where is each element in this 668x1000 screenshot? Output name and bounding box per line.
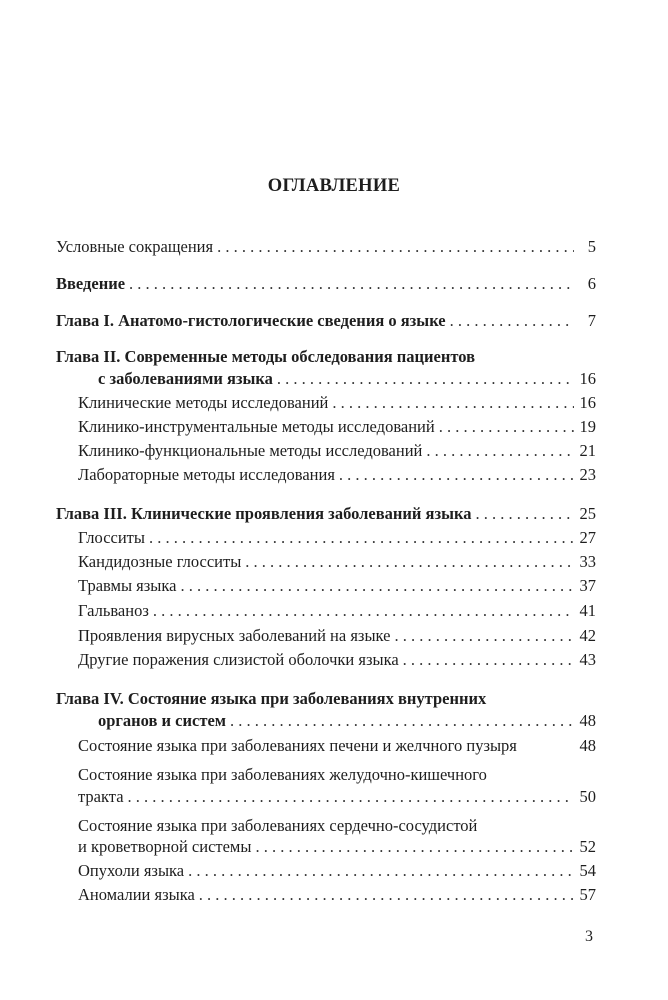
toc-entry-page: 5 bbox=[587, 237, 596, 256]
toc-entry-page: 41 bbox=[579, 601, 596, 620]
toc-entry-title-cont: и кроветворной системы bbox=[78, 837, 252, 856]
toc-entry-page: 6 bbox=[587, 274, 596, 293]
toc-chapter bbox=[98, 368, 596, 390]
dot-leader bbox=[450, 310, 574, 332]
toc-entry bbox=[78, 836, 596, 858]
dot-leader bbox=[129, 273, 574, 295]
toc-entry bbox=[78, 392, 596, 414]
toc-entry-title: Клинико-инструментальные методы исследований bbox=[78, 417, 435, 436]
toc-entry-page: 54 bbox=[579, 861, 596, 880]
dot-leader bbox=[199, 884, 574, 906]
toc-entry-page: 48 bbox=[579, 736, 596, 755]
toc-entry-page: 57 bbox=[579, 885, 596, 904]
toc-entry bbox=[78, 786, 596, 808]
toc-entry-title: Глосситы bbox=[78, 528, 145, 547]
toc-entry-page: 16 bbox=[579, 369, 596, 388]
toc-entry bbox=[56, 273, 596, 295]
dot-leader bbox=[439, 416, 574, 438]
toc-entry bbox=[56, 236, 596, 258]
toc-entry-title: Лабораторные методы исследования bbox=[78, 465, 335, 484]
toc-entry-title: Состояние языка при заболеваниях печени и желчного пузыря bbox=[78, 736, 517, 755]
toc-entry bbox=[78, 551, 596, 573]
toc-entry bbox=[78, 649, 596, 671]
toc-entry-title: Гальваноз bbox=[78, 601, 149, 620]
dot-leader bbox=[403, 649, 574, 671]
dot-leader bbox=[188, 860, 574, 882]
toc-entry bbox=[78, 575, 596, 597]
toc-title: ОГЛАВЛЕНИЕ bbox=[267, 176, 401, 196]
toc-entry-page: 42 bbox=[579, 626, 596, 645]
toc-entry-page: 50 bbox=[579, 787, 596, 806]
toc-entry bbox=[78, 600, 596, 622]
dot-leader bbox=[475, 503, 574, 525]
toc-entry bbox=[78, 625, 596, 647]
toc-entry-title: Условные сокращения bbox=[56, 237, 214, 256]
toc-entry-page: 19 bbox=[579, 417, 596, 436]
dot-leader bbox=[339, 464, 574, 486]
dot-leader bbox=[149, 527, 574, 549]
toc-entry-title-cont: органов и систем bbox=[98, 711, 227, 730]
toc-entry-page: 37 bbox=[579, 576, 596, 595]
dot-leader bbox=[230, 710, 574, 732]
dot-leader bbox=[180, 575, 574, 597]
toc-entry-title: Проявления вирусных заболеваний на языке bbox=[78, 626, 391, 645]
toc-entry-title: Клинические методы исследований bbox=[78, 393, 329, 412]
toc-entry-page: 25 bbox=[579, 504, 596, 523]
toc-entry bbox=[78, 884, 596, 906]
toc-entry-title: Введение bbox=[56, 274, 126, 293]
toc-entry bbox=[78, 416, 596, 438]
toc-chapter-title: Глава IV. Состояние языка при заболеваниях внутренних bbox=[56, 689, 487, 708]
dot-leader bbox=[255, 836, 574, 858]
toc-entry-page: 23 bbox=[579, 465, 596, 484]
toc-entry-page: 48 bbox=[579, 711, 596, 730]
toc-chapter bbox=[56, 503, 596, 525]
toc-entry-page: 16 bbox=[579, 393, 596, 412]
toc-entry-title: Состояние языка при заболеваниях сердечно-сосудистой bbox=[78, 816, 478, 835]
toc-entry-page: 21 bbox=[579, 441, 596, 460]
toc-chapter bbox=[56, 310, 596, 332]
toc-entry bbox=[78, 527, 596, 549]
toc-entry-title: Глава I. Анатомо-гистологические сведения о языке bbox=[56, 311, 446, 330]
toc-entry bbox=[78, 464, 596, 486]
toc-entry-title: Другие поражения слизистой оболочки языка bbox=[78, 650, 399, 669]
page-number: 3 bbox=[585, 928, 593, 945]
toc-entry bbox=[78, 860, 596, 882]
toc-entry-title: Аномалии языка bbox=[78, 885, 195, 904]
dot-leader bbox=[332, 392, 574, 414]
toc-entry-page: 43 bbox=[579, 650, 596, 669]
toc-entry-title: Опухоли языка bbox=[78, 861, 185, 880]
dot-leader bbox=[153, 600, 574, 622]
toc-chapter-title: Глава II. Современные методы обследования пациентов bbox=[56, 347, 476, 366]
toc-entry-title: Кандидозные глосситы bbox=[78, 552, 242, 571]
toc-entry bbox=[78, 735, 596, 757]
toc-chapter bbox=[98, 710, 596, 732]
dot-leader bbox=[217, 236, 574, 258]
toc-entry-page: 33 bbox=[579, 552, 596, 571]
toc-entry-title: Состояние языка при заболеваниях желудочно-кишечного bbox=[78, 765, 487, 784]
toc-entry-title-cont: с заболеваниями языка bbox=[98, 369, 273, 388]
toc-entry-title: Травмы языка bbox=[78, 576, 177, 595]
toc-entry-title: Клинико-функциональные методы исследований bbox=[78, 441, 423, 460]
toc-entry bbox=[78, 440, 596, 462]
toc-entry-page: 7 bbox=[587, 311, 596, 330]
toc-entry-page: 27 bbox=[579, 528, 596, 547]
dot-leader bbox=[426, 440, 574, 462]
toc-entry-title: Глава III. Клинические проявления заболеваний языка bbox=[56, 504, 472, 523]
toc-entry-title-cont: тракта bbox=[78, 787, 124, 806]
dot-leader bbox=[277, 368, 574, 390]
dot-leader bbox=[394, 625, 574, 647]
toc-entry-page: 52 bbox=[579, 837, 596, 856]
dot-leader bbox=[128, 786, 574, 808]
dot-leader bbox=[245, 551, 574, 573]
